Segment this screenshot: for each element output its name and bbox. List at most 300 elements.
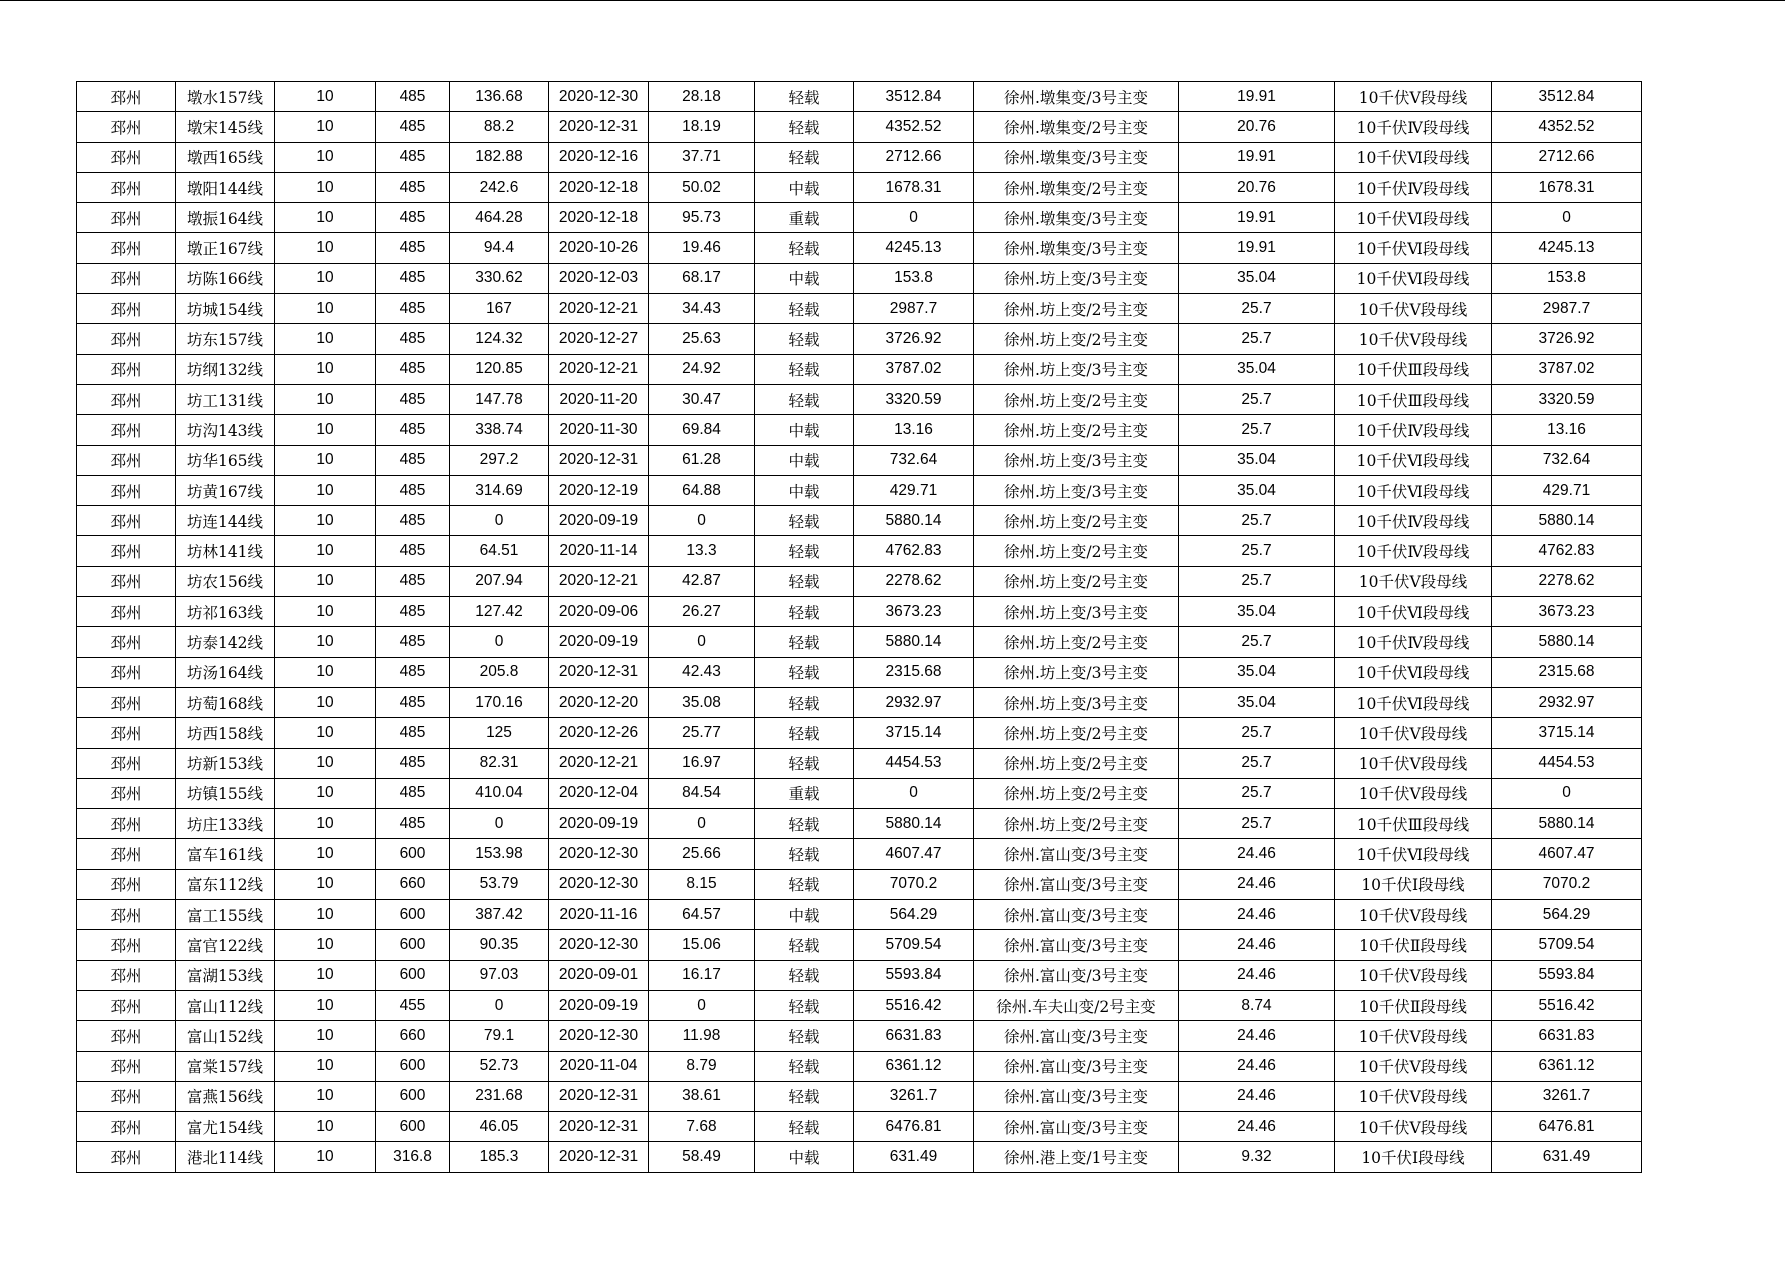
cell-date: 2020-12-03 bbox=[549, 263, 649, 293]
cell-load-status: 轻载 bbox=[755, 566, 854, 596]
cell-load-rate: 0 bbox=[649, 809, 755, 839]
cell-load-status: 轻载 bbox=[755, 627, 854, 657]
cell-transformer-load-rate: 25.7 bbox=[1179, 415, 1335, 445]
cell-remaining-capacity: 2712.66 bbox=[854, 142, 974, 172]
cell-substation-transformer: 徐州.坊上变/3号主变 bbox=[974, 263, 1179, 293]
cell-remaining-capacity: 0 bbox=[854, 203, 974, 233]
cell-available-capacity: 7070.2 bbox=[1492, 869, 1642, 899]
cell-rated-capacity: 485 bbox=[376, 687, 450, 717]
cell-rated-capacity: 485 bbox=[376, 354, 450, 384]
table-row bbox=[77, 990, 1642, 1020]
cell-date: 2020-09-19 bbox=[549, 506, 649, 536]
table-row bbox=[77, 657, 1642, 687]
cell-current-load: 297.2 bbox=[450, 445, 549, 475]
cell-line-name: 坊西158线 bbox=[176, 718, 275, 748]
cell-substation-transformer: 徐州.富山变/3号主变 bbox=[974, 1081, 1179, 1111]
cell-remaining-capacity: 732.64 bbox=[854, 445, 974, 475]
cell-rated-capacity: 485 bbox=[376, 142, 450, 172]
cell-available-capacity: 3320.59 bbox=[1492, 384, 1642, 414]
cell-current-load: 0 bbox=[450, 506, 549, 536]
cell-line-name: 富棠157线 bbox=[176, 1051, 275, 1081]
cell-transformer-load-rate: 25.7 bbox=[1179, 627, 1335, 657]
cell-transformer-load-rate: 35.04 bbox=[1179, 475, 1335, 505]
cell-date: 2020-12-27 bbox=[549, 324, 649, 354]
cell-voltage: 10 bbox=[275, 203, 376, 233]
table-row bbox=[77, 82, 1642, 112]
cell-voltage: 10 bbox=[275, 1021, 376, 1051]
cell-line-name: 坊连144线 bbox=[176, 506, 275, 536]
cell-substation-transformer: 徐州.坊上变/3号主变 bbox=[974, 475, 1179, 505]
cell-bus-section: 10千伏Ⅵ段母线 bbox=[1335, 142, 1492, 172]
cell-county: 邳州 bbox=[77, 657, 176, 687]
cell-load-status: 轻载 bbox=[755, 869, 854, 899]
cell-load-rate: 25.63 bbox=[649, 324, 755, 354]
cell-date: 2020-09-19 bbox=[549, 990, 649, 1020]
cell-available-capacity: 6476.81 bbox=[1492, 1112, 1642, 1142]
table-row bbox=[77, 203, 1642, 233]
table-row bbox=[77, 597, 1642, 627]
cell-county: 邳州 bbox=[77, 475, 176, 505]
cell-line-name: 富工155线 bbox=[176, 900, 275, 930]
cell-available-capacity: 2932.97 bbox=[1492, 687, 1642, 717]
cell-rated-capacity: 660 bbox=[376, 869, 450, 899]
table-row bbox=[77, 415, 1642, 445]
cell-bus-section: 10千伏Ⅲ段母线 bbox=[1335, 809, 1492, 839]
cell-date: 2020-12-30 bbox=[549, 869, 649, 899]
cell-current-load: 410.04 bbox=[450, 778, 549, 808]
cell-available-capacity: 5516.42 bbox=[1492, 990, 1642, 1020]
cell-load-status: 中载 bbox=[755, 172, 854, 202]
cell-available-capacity: 6361.12 bbox=[1492, 1051, 1642, 1081]
cell-substation-transformer: 徐州.坊上变/3号主变 bbox=[974, 657, 1179, 687]
cell-available-capacity: 5709.54 bbox=[1492, 930, 1642, 960]
cell-substation-transformer: 徐州.富山变/3号主变 bbox=[974, 900, 1179, 930]
cell-voltage: 10 bbox=[275, 748, 376, 778]
cell-voltage: 10 bbox=[275, 990, 376, 1020]
cell-line-name: 坊城154线 bbox=[176, 294, 275, 324]
cell-load-rate: 30.47 bbox=[649, 384, 755, 414]
cell-current-load: 207.94 bbox=[450, 566, 549, 596]
cell-substation-transformer: 徐州.港上变/1号主变 bbox=[974, 1142, 1179, 1172]
cell-load-rate: 42.43 bbox=[649, 657, 755, 687]
cell-substation-transformer: 徐州.坊上变/2号主变 bbox=[974, 324, 1179, 354]
cell-available-capacity: 5593.84 bbox=[1492, 960, 1642, 990]
cell-substation-transformer: 徐州.富山变/3号主变 bbox=[974, 1051, 1179, 1081]
cell-bus-section: 10千伏Ⅳ段母线 bbox=[1335, 415, 1492, 445]
cell-load-status: 轻载 bbox=[755, 384, 854, 414]
cell-bus-section: 10千伏Ⅲ段母线 bbox=[1335, 384, 1492, 414]
cell-load-status: 轻载 bbox=[755, 142, 854, 172]
cell-load-status: 中载 bbox=[755, 263, 854, 293]
cell-remaining-capacity: 5593.84 bbox=[854, 960, 974, 990]
cell-county: 邳州 bbox=[77, 1021, 176, 1051]
cell-transformer-load-rate: 20.76 bbox=[1179, 172, 1335, 202]
cell-substation-transformer: 徐州.坊上变/2号主变 bbox=[974, 506, 1179, 536]
cell-bus-section: 10千伏Ⅴ段母线 bbox=[1335, 82, 1492, 112]
cell-county: 邳州 bbox=[77, 384, 176, 414]
cell-line-name: 富湖153线 bbox=[176, 960, 275, 990]
cell-remaining-capacity: 3726.92 bbox=[854, 324, 974, 354]
cell-rated-capacity: 600 bbox=[376, 930, 450, 960]
cell-transformer-load-rate: 25.7 bbox=[1179, 294, 1335, 324]
table-row bbox=[77, 172, 1642, 202]
cell-load-rate: 95.73 bbox=[649, 203, 755, 233]
cell-transformer-load-rate: 24.46 bbox=[1179, 839, 1335, 869]
cell-load-rate: 38.61 bbox=[649, 1081, 755, 1111]
table-row bbox=[77, 627, 1642, 657]
cell-remaining-capacity: 153.8 bbox=[854, 263, 974, 293]
cell-load-rate: 13.3 bbox=[649, 536, 755, 566]
cell-county: 邳州 bbox=[77, 839, 176, 869]
cell-available-capacity: 0 bbox=[1492, 778, 1642, 808]
cell-current-load: 127.42 bbox=[450, 597, 549, 627]
cell-load-status: 轻载 bbox=[755, 506, 854, 536]
cell-load-rate: 15.06 bbox=[649, 930, 755, 960]
cell-load-rate: 8.15 bbox=[649, 869, 755, 899]
cell-line-name: 墩阳144线 bbox=[176, 172, 275, 202]
cell-line-name: 坊祁163线 bbox=[176, 597, 275, 627]
cell-available-capacity: 3787.02 bbox=[1492, 354, 1642, 384]
cell-line-name: 坊陈166线 bbox=[176, 263, 275, 293]
cell-available-capacity: 3726.92 bbox=[1492, 324, 1642, 354]
cell-load-rate: 69.84 bbox=[649, 415, 755, 445]
cell-bus-section: 10千伏Ⅴ段母线 bbox=[1335, 1021, 1492, 1051]
cell-load-status: 中载 bbox=[755, 445, 854, 475]
cell-load-rate: 84.54 bbox=[649, 778, 755, 808]
cell-available-capacity: 5880.14 bbox=[1492, 809, 1642, 839]
cell-county: 邳州 bbox=[77, 172, 176, 202]
cell-current-load: 167 bbox=[450, 294, 549, 324]
cell-date: 2020-12-19 bbox=[549, 475, 649, 505]
cell-county: 邳州 bbox=[77, 869, 176, 899]
cell-county: 邳州 bbox=[77, 748, 176, 778]
cell-remaining-capacity: 2932.97 bbox=[854, 687, 974, 717]
cell-rated-capacity: 485 bbox=[376, 778, 450, 808]
cell-remaining-capacity: 3512.84 bbox=[854, 82, 974, 112]
feeder-load-table bbox=[76, 81, 1642, 1173]
cell-date: 2020-12-31 bbox=[549, 1112, 649, 1142]
cell-available-capacity: 631.49 bbox=[1492, 1142, 1642, 1172]
cell-load-status: 轻载 bbox=[755, 1112, 854, 1142]
cell-current-load: 387.42 bbox=[450, 900, 549, 930]
cell-available-capacity: 4245.13 bbox=[1492, 233, 1642, 263]
cell-county: 邳州 bbox=[77, 142, 176, 172]
cell-rated-capacity: 485 bbox=[376, 415, 450, 445]
cell-available-capacity: 153.8 bbox=[1492, 263, 1642, 293]
cell-voltage: 10 bbox=[275, 112, 376, 142]
cell-substation-transformer: 徐州.坊上变/2号主变 bbox=[974, 627, 1179, 657]
cell-load-rate: 28.18 bbox=[649, 82, 755, 112]
cell-date: 2020-11-20 bbox=[549, 384, 649, 414]
cell-date: 2020-12-31 bbox=[549, 445, 649, 475]
table-row bbox=[77, 869, 1642, 899]
cell-remaining-capacity: 2315.68 bbox=[854, 657, 974, 687]
cell-county: 邳州 bbox=[77, 1051, 176, 1081]
cell-rated-capacity: 600 bbox=[376, 1051, 450, 1081]
cell-bus-section: 10千伏Ⅳ段母线 bbox=[1335, 627, 1492, 657]
cell-remaining-capacity: 5709.54 bbox=[854, 930, 974, 960]
cell-voltage: 10 bbox=[275, 506, 376, 536]
cell-transformer-load-rate: 19.91 bbox=[1179, 142, 1335, 172]
cell-transformer-load-rate: 25.7 bbox=[1179, 536, 1335, 566]
cell-line-name: 墩振164线 bbox=[176, 203, 275, 233]
cell-substation-transformer: 徐州.坊上变/2号主变 bbox=[974, 415, 1179, 445]
cell-county: 邳州 bbox=[77, 809, 176, 839]
cell-available-capacity: 2315.68 bbox=[1492, 657, 1642, 687]
cell-bus-section: 10千伏Ⅴ段母线 bbox=[1335, 324, 1492, 354]
cell-load-status: 轻载 bbox=[755, 1051, 854, 1081]
cell-current-load: 82.31 bbox=[450, 748, 549, 778]
cell-available-capacity: 4352.52 bbox=[1492, 112, 1642, 142]
cell-load-status: 轻载 bbox=[755, 82, 854, 112]
cell-line-name: 富山152线 bbox=[176, 1021, 275, 1051]
cell-remaining-capacity: 6476.81 bbox=[854, 1112, 974, 1142]
cell-substation-transformer: 徐州.坊上变/2号主变 bbox=[974, 566, 1179, 596]
cell-substation-transformer: 徐州.墩集变/2号主变 bbox=[974, 172, 1179, 202]
cell-current-load: 64.51 bbox=[450, 536, 549, 566]
cell-bus-section: 10千伏Ⅲ段母线 bbox=[1335, 354, 1492, 384]
cell-voltage: 10 bbox=[275, 233, 376, 263]
table-row bbox=[77, 112, 1642, 142]
cell-date: 2020-10-26 bbox=[549, 233, 649, 263]
cell-date: 2020-12-21 bbox=[549, 354, 649, 384]
cell-rated-capacity: 485 bbox=[376, 294, 450, 324]
table-row bbox=[77, 839, 1642, 869]
cell-current-load: 79.1 bbox=[450, 1021, 549, 1051]
cell-remaining-capacity: 2987.7 bbox=[854, 294, 974, 324]
cell-remaining-capacity: 5516.42 bbox=[854, 990, 974, 1020]
cell-voltage: 10 bbox=[275, 627, 376, 657]
cell-available-capacity: 5880.14 bbox=[1492, 506, 1642, 536]
cell-substation-transformer: 徐州.坊上变/3号主变 bbox=[974, 354, 1179, 384]
cell-remaining-capacity: 5880.14 bbox=[854, 506, 974, 536]
cell-load-status: 轻载 bbox=[755, 809, 854, 839]
cell-county: 邳州 bbox=[77, 263, 176, 293]
cell-transformer-load-rate: 25.7 bbox=[1179, 748, 1335, 778]
cell-bus-section: 10千伏Ⅴ段母线 bbox=[1335, 1051, 1492, 1081]
cell-current-load: 125 bbox=[450, 718, 549, 748]
cell-load-status: 轻载 bbox=[755, 1021, 854, 1051]
cell-bus-section: 10千伏Ⅵ段母线 bbox=[1335, 657, 1492, 687]
cell-line-name: 港北114线 bbox=[176, 1142, 275, 1172]
cell-line-name: 墩水157线 bbox=[176, 82, 275, 112]
cell-transformer-load-rate: 35.04 bbox=[1179, 687, 1335, 717]
cell-load-status: 轻载 bbox=[755, 1081, 854, 1111]
cell-load-rate: 19.46 bbox=[649, 233, 755, 263]
cell-date: 2020-12-31 bbox=[549, 1081, 649, 1111]
cell-rated-capacity: 485 bbox=[376, 506, 450, 536]
cell-transformer-load-rate: 8.74 bbox=[1179, 990, 1335, 1020]
cell-current-load: 136.68 bbox=[450, 82, 549, 112]
cell-transformer-load-rate: 35.04 bbox=[1179, 657, 1335, 687]
cell-substation-transformer: 徐州.墩集变/3号主变 bbox=[974, 233, 1179, 263]
cell-available-capacity: 2987.7 bbox=[1492, 294, 1642, 324]
cell-voltage: 10 bbox=[275, 354, 376, 384]
cell-bus-section: 10千伏Ⅴ段母线 bbox=[1335, 960, 1492, 990]
cell-substation-transformer: 徐州.墩集变/3号主变 bbox=[974, 203, 1179, 233]
cell-voltage: 10 bbox=[275, 415, 376, 445]
cell-current-load: 120.85 bbox=[450, 354, 549, 384]
cell-load-status: 轻载 bbox=[755, 597, 854, 627]
table-row bbox=[77, 233, 1642, 263]
cell-load-status: 轻载 bbox=[755, 930, 854, 960]
cell-available-capacity: 3673.23 bbox=[1492, 597, 1642, 627]
cell-bus-section: 10千伏Ⅵ段母线 bbox=[1335, 263, 1492, 293]
cell-voltage: 10 bbox=[275, 839, 376, 869]
cell-transformer-load-rate: 25.7 bbox=[1179, 324, 1335, 354]
cell-transformer-load-rate: 24.46 bbox=[1179, 930, 1335, 960]
cell-date: 2020-11-30 bbox=[549, 415, 649, 445]
cell-date: 2020-12-31 bbox=[549, 1142, 649, 1172]
cell-current-load: 170.16 bbox=[450, 687, 549, 717]
cell-voltage: 10 bbox=[275, 82, 376, 112]
cell-bus-section: 10千伏Ⅵ段母线 bbox=[1335, 203, 1492, 233]
cell-transformer-load-rate: 25.7 bbox=[1179, 384, 1335, 414]
cell-current-load: 182.88 bbox=[450, 142, 549, 172]
table-row bbox=[77, 142, 1642, 172]
cell-load-rate: 26.27 bbox=[649, 597, 755, 627]
cell-bus-section: 10千伏Ⅳ段母线 bbox=[1335, 506, 1492, 536]
cell-rated-capacity: 485 bbox=[376, 536, 450, 566]
cell-county: 邳州 bbox=[77, 112, 176, 142]
cell-date: 2020-12-30 bbox=[549, 930, 649, 960]
cell-voltage: 10 bbox=[275, 1051, 376, 1081]
cell-transformer-load-rate: 35.04 bbox=[1179, 597, 1335, 627]
cell-line-name: 坊新153线 bbox=[176, 748, 275, 778]
cell-date: 2020-09-19 bbox=[549, 809, 649, 839]
cell-remaining-capacity: 6631.83 bbox=[854, 1021, 974, 1051]
cell-date: 2020-09-01 bbox=[549, 960, 649, 990]
cell-rated-capacity: 485 bbox=[376, 566, 450, 596]
cell-available-capacity: 6631.83 bbox=[1492, 1021, 1642, 1051]
cell-transformer-load-rate: 25.7 bbox=[1179, 566, 1335, 596]
cell-current-load: 124.32 bbox=[450, 324, 549, 354]
cell-load-rate: 68.17 bbox=[649, 263, 755, 293]
cell-line-name: 坊农156线 bbox=[176, 566, 275, 596]
cell-date: 2020-12-30 bbox=[549, 1021, 649, 1051]
cell-county: 邳州 bbox=[77, 294, 176, 324]
cell-remaining-capacity: 429.71 bbox=[854, 475, 974, 505]
cell-rated-capacity: 485 bbox=[376, 475, 450, 505]
cell-load-rate: 24.92 bbox=[649, 354, 755, 384]
cell-transformer-load-rate: 25.7 bbox=[1179, 778, 1335, 808]
cell-load-rate: 37.71 bbox=[649, 142, 755, 172]
cell-load-rate: 25.77 bbox=[649, 718, 755, 748]
cell-available-capacity: 1678.31 bbox=[1492, 172, 1642, 202]
cell-date: 2020-12-18 bbox=[549, 172, 649, 202]
cell-date: 2020-12-21 bbox=[549, 748, 649, 778]
cell-rated-capacity: 485 bbox=[376, 657, 450, 687]
cell-rated-capacity: 485 bbox=[376, 384, 450, 414]
cell-remaining-capacity: 3673.23 bbox=[854, 597, 974, 627]
table-row bbox=[77, 1051, 1642, 1081]
cell-line-name: 富东112线 bbox=[176, 869, 275, 899]
cell-bus-section: 10千伏Ⅴ段母线 bbox=[1335, 566, 1492, 596]
cell-substation-transformer: 徐州.坊上变/2号主变 bbox=[974, 718, 1179, 748]
cell-bus-section: 10千伏Ⅴ段母线 bbox=[1335, 900, 1492, 930]
cell-load-rate: 50.02 bbox=[649, 172, 755, 202]
cell-voltage: 10 bbox=[275, 657, 376, 687]
cell-date: 2020-11-04 bbox=[549, 1051, 649, 1081]
cell-remaining-capacity: 631.49 bbox=[854, 1142, 974, 1172]
cell-bus-section: 10千伏Ⅵ段母线 bbox=[1335, 445, 1492, 475]
cell-line-name: 富尤154线 bbox=[176, 1112, 275, 1142]
cell-county: 邳州 bbox=[77, 990, 176, 1020]
cell-rated-capacity: 485 bbox=[376, 82, 450, 112]
table-row bbox=[77, 294, 1642, 324]
cell-available-capacity: 564.29 bbox=[1492, 900, 1642, 930]
cell-available-capacity: 429.71 bbox=[1492, 475, 1642, 505]
table-row bbox=[77, 445, 1642, 475]
cell-remaining-capacity: 4245.13 bbox=[854, 233, 974, 263]
cell-load-status: 轻载 bbox=[755, 990, 854, 1020]
cell-load-rate: 0 bbox=[649, 990, 755, 1020]
cell-rated-capacity: 485 bbox=[376, 597, 450, 627]
cell-transformer-load-rate: 25.7 bbox=[1179, 809, 1335, 839]
cell-substation-transformer: 徐州.墩集变/3号主变 bbox=[974, 142, 1179, 172]
cell-county: 邳州 bbox=[77, 82, 176, 112]
table-row bbox=[77, 809, 1642, 839]
cell-current-load: 53.79 bbox=[450, 869, 549, 899]
table-row bbox=[77, 960, 1642, 990]
cell-bus-section: 10千伏Ⅵ段母线 bbox=[1335, 597, 1492, 627]
cell-load-rate: 25.66 bbox=[649, 839, 755, 869]
cell-substation-transformer: 徐州.墩集变/2号主变 bbox=[974, 112, 1179, 142]
cell-bus-section: 10千伏Ⅱ段母线 bbox=[1335, 990, 1492, 1020]
cell-transformer-load-rate: 20.76 bbox=[1179, 112, 1335, 142]
cell-county: 邳州 bbox=[77, 1081, 176, 1111]
cell-date: 2020-09-06 bbox=[549, 597, 649, 627]
cell-remaining-capacity: 3787.02 bbox=[854, 354, 974, 384]
cell-load-status: 轻载 bbox=[755, 354, 854, 384]
cell-substation-transformer: 徐州.坊上变/2号主变 bbox=[974, 536, 1179, 566]
cell-line-name: 坊纲132线 bbox=[176, 354, 275, 384]
cell-bus-section: 10千伏Ⅱ段母线 bbox=[1335, 930, 1492, 960]
cell-load-rate: 7.68 bbox=[649, 1112, 755, 1142]
cell-county: 邳州 bbox=[77, 900, 176, 930]
cell-current-load: 52.73 bbox=[450, 1051, 549, 1081]
cell-transformer-load-rate: 9.32 bbox=[1179, 1142, 1335, 1172]
cell-available-capacity: 13.16 bbox=[1492, 415, 1642, 445]
cell-substation-transformer: 徐州.坊上变/2号主变 bbox=[974, 778, 1179, 808]
cell-voltage: 10 bbox=[275, 475, 376, 505]
cell-date: 2020-12-30 bbox=[549, 839, 649, 869]
cell-substation-transformer: 徐州.坊上变/2号主变 bbox=[974, 384, 1179, 414]
cell-county: 邳州 bbox=[77, 324, 176, 354]
cell-substation-transformer: 徐州.富山变/3号主变 bbox=[974, 869, 1179, 899]
cell-load-status: 轻载 bbox=[755, 748, 854, 778]
cell-transformer-load-rate: 24.46 bbox=[1179, 960, 1335, 990]
cell-load-status: 中载 bbox=[755, 1142, 854, 1172]
cell-transformer-load-rate: 24.46 bbox=[1179, 869, 1335, 899]
cell-county: 邳州 bbox=[77, 960, 176, 990]
cell-transformer-load-rate: 35.04 bbox=[1179, 354, 1335, 384]
cell-rated-capacity: 316.8 bbox=[376, 1142, 450, 1172]
cell-current-load: 0 bbox=[450, 627, 549, 657]
cell-current-load: 185.3 bbox=[450, 1142, 549, 1172]
cell-substation-transformer: 徐州.富山变/3号主变 bbox=[974, 930, 1179, 960]
cell-line-name: 坊华165线 bbox=[176, 445, 275, 475]
cell-voltage: 10 bbox=[275, 900, 376, 930]
cell-load-rate: 58.49 bbox=[649, 1142, 755, 1172]
cell-date: 2020-11-16 bbox=[549, 900, 649, 930]
cell-available-capacity: 4607.47 bbox=[1492, 839, 1642, 869]
cell-load-rate: 34.43 bbox=[649, 294, 755, 324]
cell-date: 2020-12-21 bbox=[549, 294, 649, 324]
table-row bbox=[77, 506, 1642, 536]
table-row bbox=[77, 778, 1642, 808]
cell-substation-transformer: 徐州.富山变/3号主变 bbox=[974, 1021, 1179, 1051]
